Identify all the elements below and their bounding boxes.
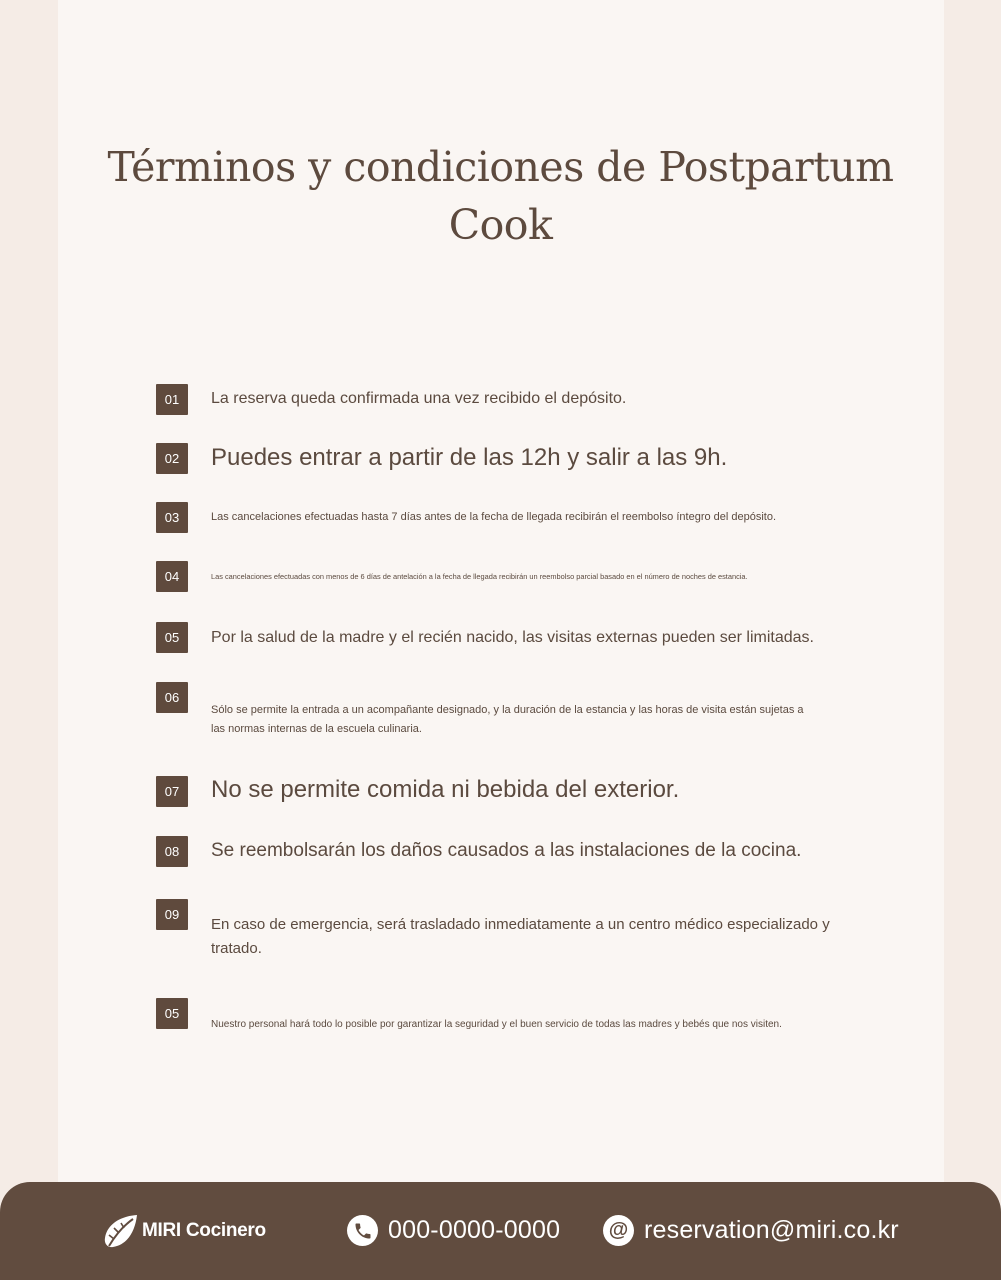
term-text: Nuestro personal hará todo lo posible por garantizar la seguridad y el buen servicio de todas las madres y bebés que nos visiten.	[211, 1019, 782, 1030]
term-text: Las cancelaciones efectuadas hasta 7 días antes de la fecha de llegada recibirán el reembolso íntegro del depósito.	[211, 511, 777, 523]
phone-number: 000-0000-0000	[388, 1216, 561, 1244]
phone-icon	[347, 1215, 378, 1246]
term-number-badge: 05	[156, 622, 188, 653]
term-text: Puedes entrar a partir de las 12h y salir a las 9h.	[211, 444, 728, 471]
term-text: Se reembolsarán los daños causados a las instalaciones de la cocina.	[211, 840, 802, 861]
footer-bar	[0, 1182, 1001, 1280]
email-address: reservation@miri.co.kr	[644, 1216, 899, 1244]
term-number-badge: 02	[156, 443, 188, 474]
term-text: No se permite comida ni bebida del exterior.	[211, 776, 680, 803]
term-number-badge: 07	[156, 776, 188, 807]
term-number-badge: 05	[156, 998, 188, 1029]
term-number-badge: 01	[156, 384, 188, 415]
term-text: La reserva queda confirmada una vez recibido el depósito.	[211, 390, 627, 407]
email-contact[interactable]	[603, 1215, 899, 1246]
at-icon: @	[603, 1215, 634, 1246]
term-text: Las cancelaciones efectuadas con menos de 6 días de antelación a la fecha de llegada recibirán un reembolso parcial basado en el número de noches de estancia.	[211, 572, 748, 581]
phone-contact[interactable]	[347, 1215, 560, 1246]
term-number-badge: 06	[156, 682, 188, 713]
page-title-line-2: Cook	[448, 201, 553, 249]
term-text: Sólo se permite la entrada a un acompañante designado, y la duración de la estancia y las horas de visita están sujetas a las normas internas de la escuela culinaria.	[211, 704, 804, 735]
page-title-line-1: Términos y condiciones de Postpartum	[107, 143, 894, 191]
brand-logo[interactable]	[101, 1212, 266, 1250]
term-number-badge: 03	[156, 502, 188, 533]
brand-name: MIRI Cocinero	[142, 1220, 266, 1241]
term-text: En caso de emergencia, será trasladado inmediatamente a un centro médico especializado y tratado.	[211, 916, 830, 957]
term-text: Por la salud de la madre y el recién nacido, las visitas externas pueden ser limitadas.	[211, 629, 814, 646]
term-number-badge: 08	[156, 836, 188, 867]
term-number-badge: 09	[156, 899, 188, 930]
leaf-icon	[101, 1212, 141, 1250]
term-number-badge: 04	[156, 561, 188, 592]
